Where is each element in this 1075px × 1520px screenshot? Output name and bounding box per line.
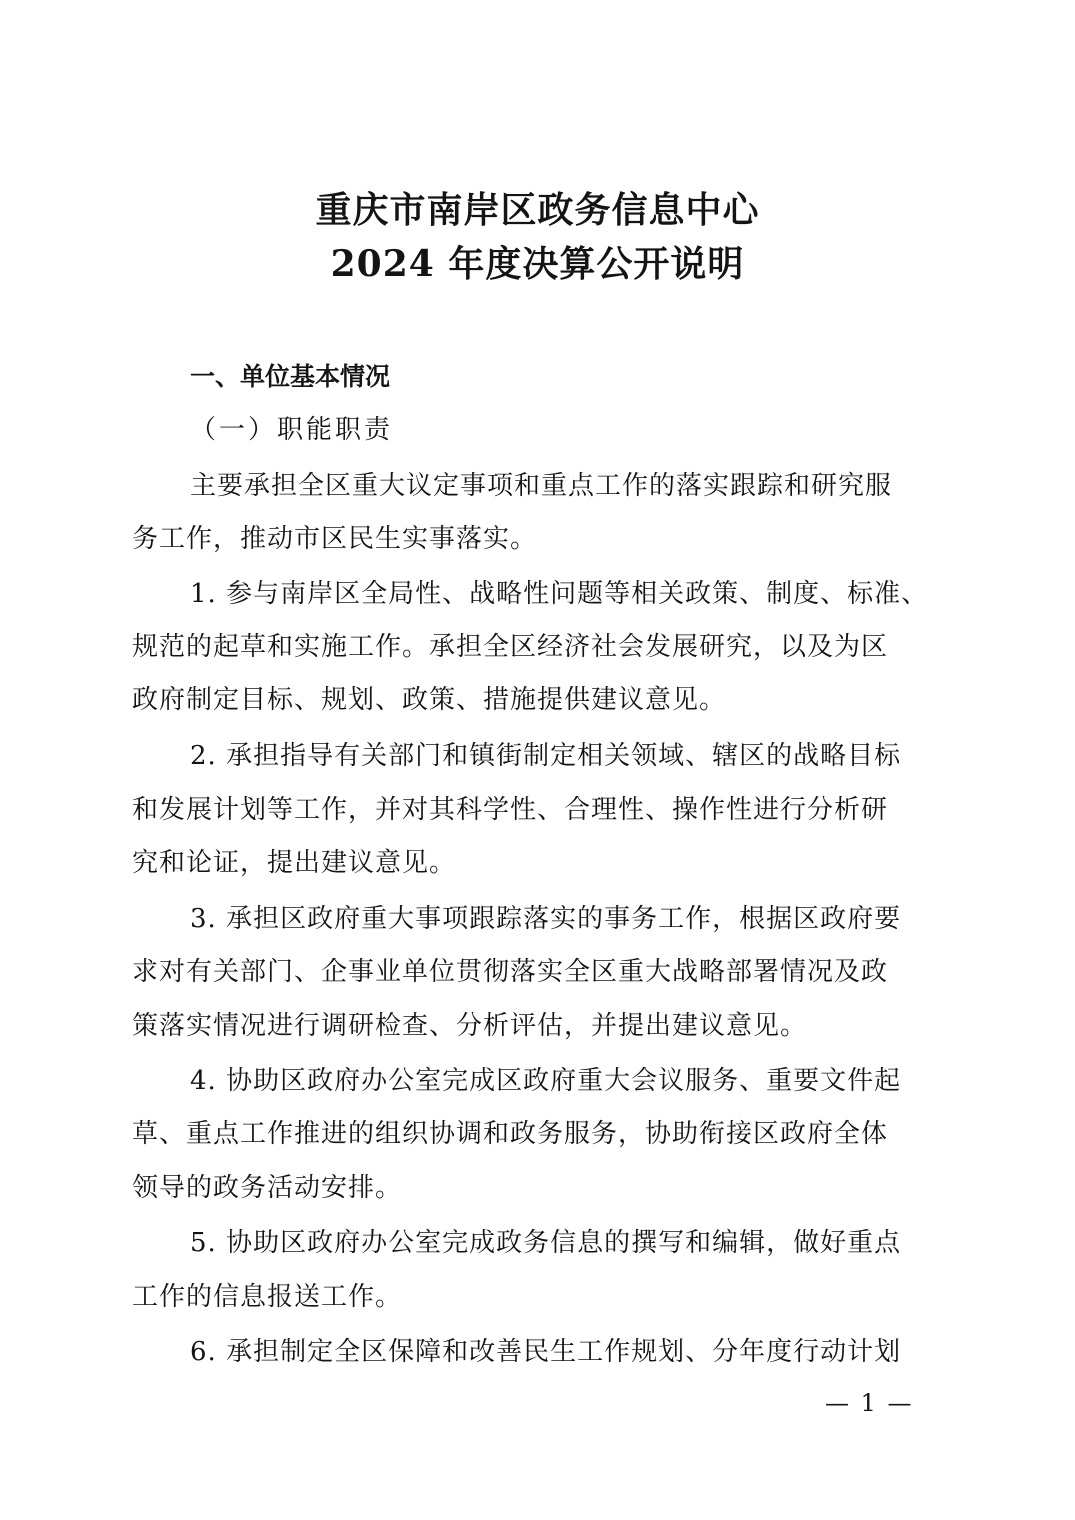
body-line: 领导的政务活动安排。 xyxy=(132,1173,403,1203)
body-line: 规范的起草和实施工作。承担全区经济社会发展研究，以及为区 xyxy=(132,632,889,662)
body-line: 5. 协助区政府办公室完成政务信息的撰写和编辑，做好重点 xyxy=(190,1228,902,1258)
page-number: — 1 — xyxy=(825,1389,914,1417)
document-title-line-1: 重庆市南岸区政务信息中心 xyxy=(315,189,760,231)
body-line: 工作的信息报送工作。 xyxy=(132,1282,403,1312)
section-heading: 一、单位基本情况 xyxy=(190,362,391,391)
subsection-heading: （一）职能职责 xyxy=(190,415,394,445)
body-line: 6. 承担制定全区保障和改善民生工作规划、分年度行动计划 xyxy=(190,1337,902,1367)
body-line: 1. 参与南岸区全局性、战略性问题等相关政策、制度、标准、 xyxy=(190,579,929,609)
body-line: 3. 承担区政府重大事项跟踪落实的事务工作，根据区政府要 xyxy=(190,904,902,934)
body-line: 求对有关部门、企事业单位贯彻落实全区重大战略部署情况及政 xyxy=(132,957,889,987)
body-line: 究和论证，提出建议意见。 xyxy=(132,848,457,878)
body-line: 策落实情况进行调研检查、分析评估，并提出建议意见。 xyxy=(132,1011,808,1041)
body-line: 草、重点工作推进的组织协调和政务服务，协助衔接区政府全体 xyxy=(132,1119,889,1149)
body-line: 政府制定目标、规划、政策、措施提供建议意见。 xyxy=(132,685,727,715)
body-line: 务工作，推动市区民生实事落实。 xyxy=(132,524,538,554)
body-line: 4. 协助区政府办公室完成区政府重大会议服务、重要文件起 xyxy=(190,1066,902,1096)
body-line: 主要承担全区重大议定事项和重点工作的落实跟踪和研究服 xyxy=(190,471,893,501)
body-line: 和发展计划等工作，并对其科学性、合理性、操作性进行分析研 xyxy=(132,795,889,825)
body-line: 2. 承担指导有关部门和镇街制定相关领域、辖区的战略目标 xyxy=(190,741,902,771)
document-title-line-2: 2024 年度决算公开说明 xyxy=(330,243,745,285)
